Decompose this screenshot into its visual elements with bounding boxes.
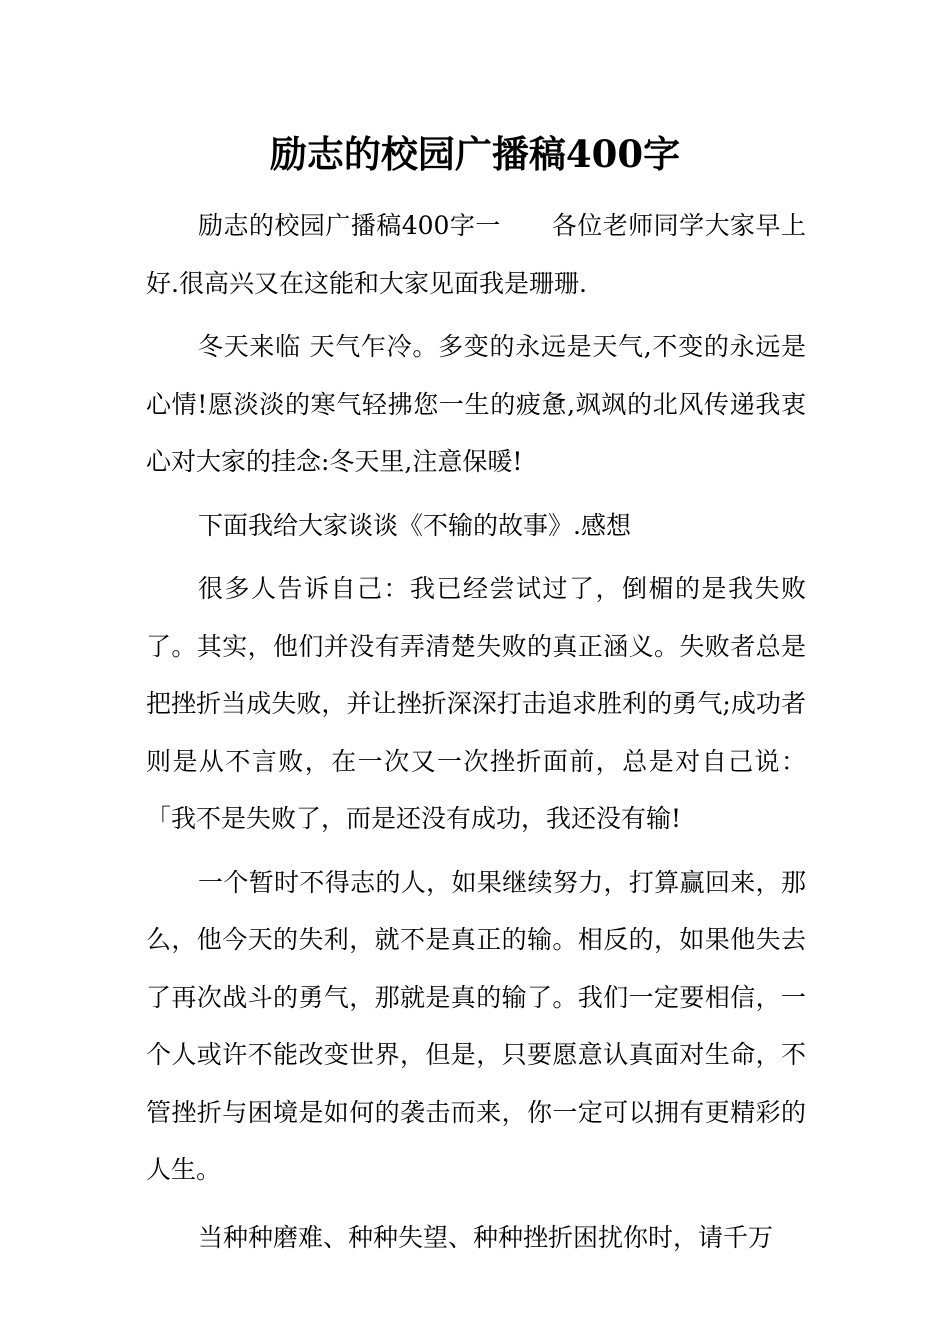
paragraph-topic: 下面我给大家谈谈《不输的故事》.感想 — [198, 510, 631, 540]
paragraph-persist: 一个暂时不得志的人，如果继续努力，打算赢回来，那么，他今天的失利，就不是真正的输。相反的，如果他失去了再次战斗的勇气，那就是真的输了。我们一定要相信，一个人或许不能改变世界，但是，只要愿意认真面对生命，不管挫折与困境是如何的袭击而来，你一定可以拥有更精彩的人生。 — [146, 867, 806, 1184]
paragraph-failure: 很多人告诉自己：我已经尝试过了，倒楣的是我失败了。其实，他们并没有弄清楚失败的真正涵义。失败者总是把挫折当成失败，并让挫折深深打击追求胜利的勇气;成功者则是从不言败，在一次又一次挫折面前，总是对自己说：「我不是失败了，而是还没有成功，我还没有输! — [146, 574, 806, 833]
paragraph-greeting: 励志的校园广播稿400字一 各位老师同学大家早上好.很高兴又在这能和大家见面我是珊珊. — [146, 211, 806, 298]
document-body — [146, 197, 806, 1272]
paragraph-hardship: 当种种磨难、种种失望、种种挫折困扰你时，请千万 — [198, 1222, 774, 1252]
paragraph-winter: 冬天来临 天气乍冷。多变的永远是天气,不变的永远是心情!愿淡淡的寒气轻拂您一生的疲惫,飒飒的北风传递我衷心对大家的挂念:冬天里,注意保暖! — [146, 332, 806, 476]
document-title: 励志的校园广播稿400字 — [269, 132, 681, 176]
